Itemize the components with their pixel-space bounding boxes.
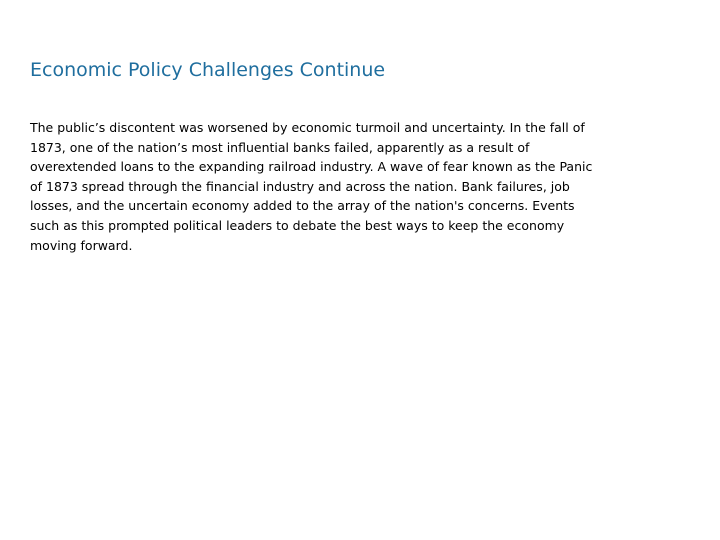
slide-title: Economic Policy Challenges Continue xyxy=(30,59,386,81)
slide-body-text xyxy=(30,118,630,255)
body-text-line: such as this prompted political leaders to debate the best ways to keep the economy xyxy=(30,217,565,233)
body-text-line: moving forward. xyxy=(30,237,133,253)
body-text-line: overextended loans to the expanding railroad industry. A wave of fear known as the Panic xyxy=(30,159,593,175)
body-text-line: of 1873 spread through the financial industry and across the nation. Bank failures, job xyxy=(30,178,570,194)
body-text-line: 1873, one of the nation’s most influential banks failed, apparently as a result of xyxy=(30,139,530,155)
body-text-line: The public’s discontent was worsened by economic turmoil and uncertainty. In the fall of xyxy=(30,120,585,135)
body-text-line: losses, and the uncertain economy added to the array of the nation's concerns. Events xyxy=(30,198,575,214)
